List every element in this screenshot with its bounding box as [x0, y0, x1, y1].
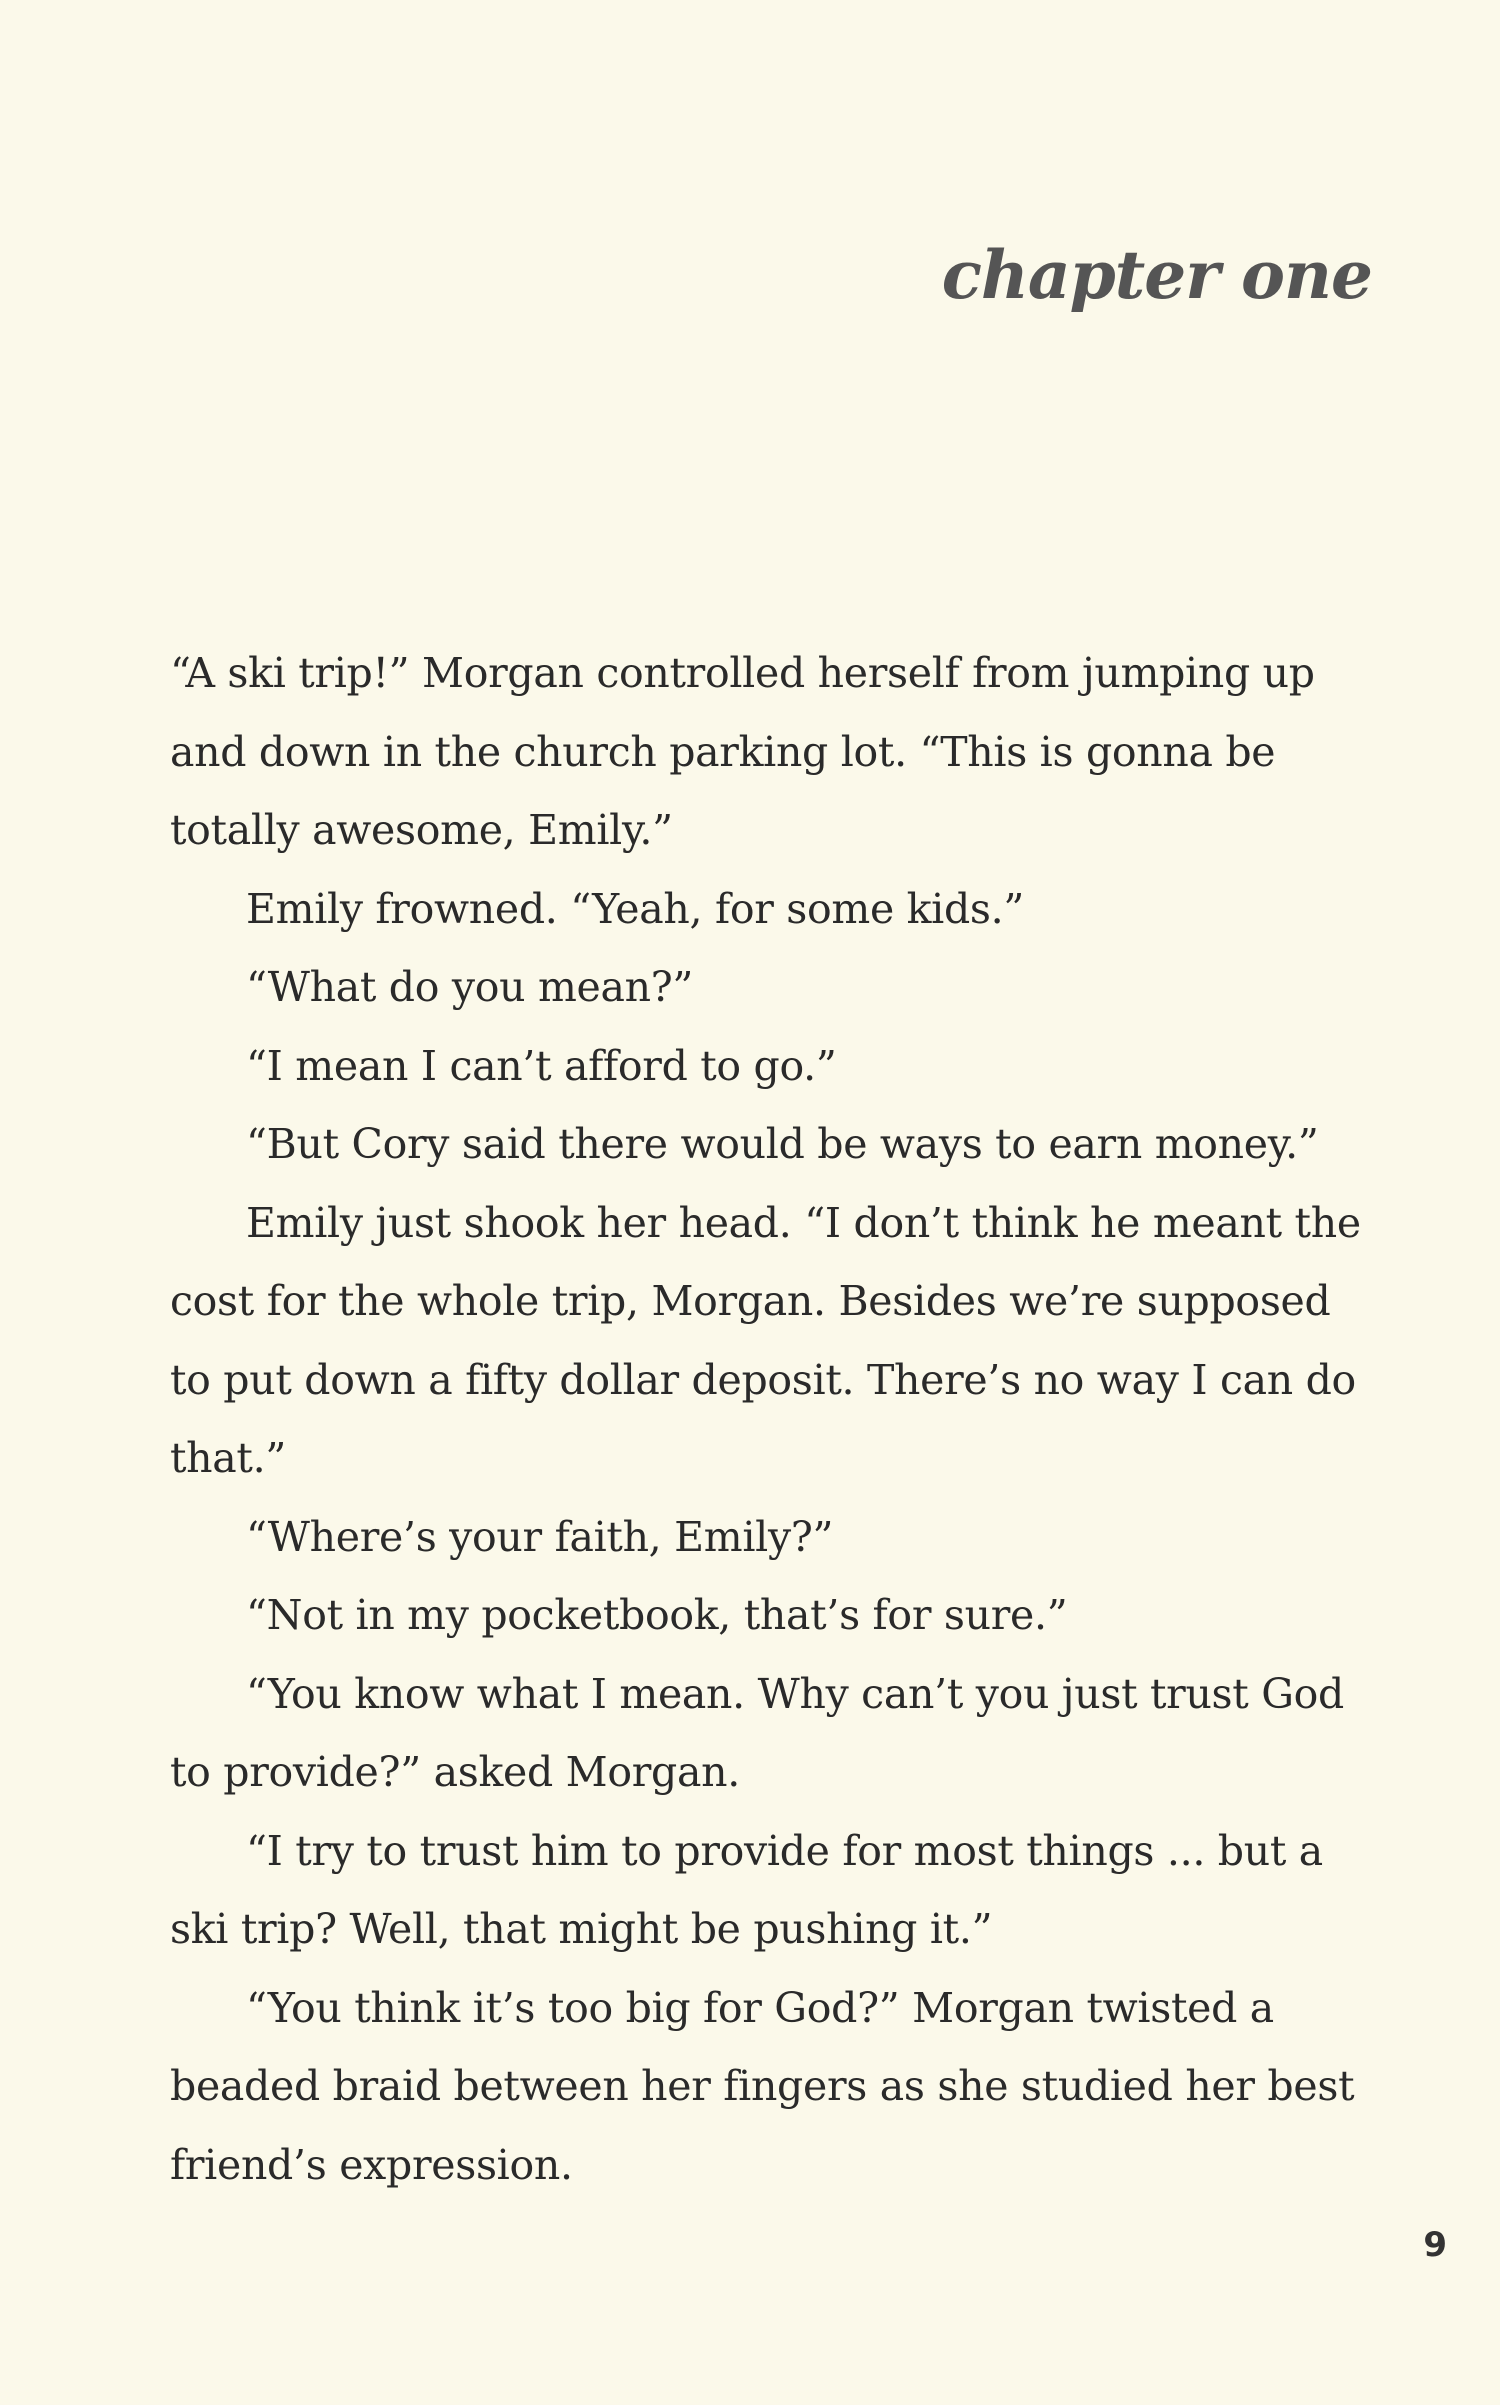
page-number: 9 — [1423, 2225, 1447, 2265]
paragraph: “Where’s your faith, Emily?” — [246, 1512, 834, 1561]
paragraph: “I mean I can’t afford to go.” — [246, 1041, 837, 1090]
paragraph: “What do you mean?” — [246, 963, 694, 1011]
paragraph: “You think it’s too big for God?” Morgan twisted a beaded braid between her fingers as she studied her best friend’s expression. — [170, 1983, 1355, 2189]
paragraph: “Not in my pocketbook, that’s for sure.” — [246, 1591, 1068, 1639]
paragraph: “But Cory said there would be ways to earn money.” — [246, 1120, 1319, 1168]
paragraph: “A ski trip!” Morgan controlled herself from jumping up and down in the church parking lot. “This is gonna be totally awesome, Emily.” — [170, 649, 1315, 854]
paragraph: “I try to trust him to provide for most things ... but a ski trip? Well, that might be pushing it.” — [170, 1826, 1323, 1953]
chapter-heading: chapter one — [941, 236, 1372, 314]
paragraph: “You know what I mean. Why can’t you just trust God to provide?” asked Morgan. — [170, 1669, 1344, 1796]
paragraph: Emily just shook her head. “I don’t think he meant the cost for the whole trip, Morgan. Besides we’re supposed to put down a fifty dollar deposit. There’s no way I can do that.” — [170, 1198, 1361, 1482]
paragraph: Emily frowned. “Yeah, for some kids.” — [246, 884, 1025, 933]
body-text — [170, 634, 1365, 2204]
